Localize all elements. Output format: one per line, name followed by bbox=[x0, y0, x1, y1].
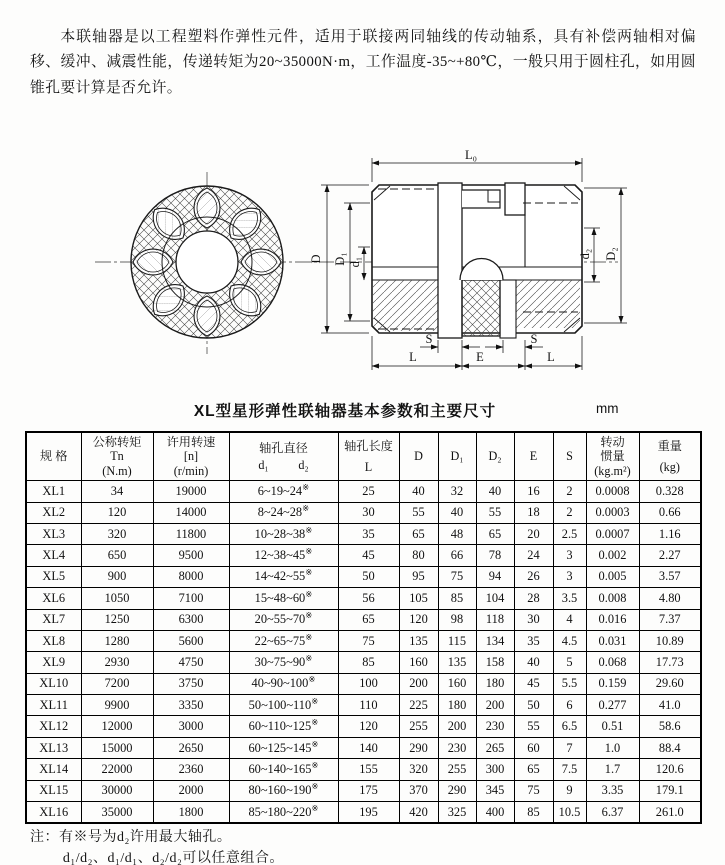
cell-bore-diameter: 80~160~190※ bbox=[229, 780, 338, 801]
col-header-speed: 许用转速 [n] (r/min) bbox=[153, 432, 229, 481]
footnote-line1: 注：有※号为d₂许用最大轴孔。 bbox=[30, 830, 232, 845]
cell-inertia: 0.002 bbox=[586, 545, 639, 566]
cell-D1: 160 bbox=[438, 673, 476, 694]
col-header-spec: 规 格 bbox=[26, 432, 81, 481]
cell-speed: 3000 bbox=[153, 716, 229, 737]
cell-S: 10.5 bbox=[553, 802, 586, 824]
cell-spec: XL16 bbox=[26, 802, 81, 824]
table-row bbox=[26, 673, 701, 694]
cell-D2: 40 bbox=[476, 481, 514, 502]
cell-spec: XL9 bbox=[26, 652, 81, 673]
table-title: XL型星形弹性联轴器基本参数和主要尺寸 bbox=[193, 403, 497, 420]
cell-E: 55 bbox=[514, 716, 553, 737]
footnote-line2: d₁/d₂、d₁/d₁、d₂/d₂可以任意组合。 bbox=[62, 851, 284, 865]
cell-torque: 34 bbox=[81, 481, 153, 502]
dim-label-d: D bbox=[309, 254, 323, 264]
cell-D: 370 bbox=[399, 780, 438, 801]
cell-inertia: 1.7 bbox=[586, 759, 639, 780]
table-row bbox=[26, 481, 701, 502]
table-row bbox=[26, 609, 701, 630]
cell-E: 28 bbox=[514, 588, 553, 609]
cell-D: 65 bbox=[399, 523, 438, 544]
cell-torque: 900 bbox=[81, 566, 153, 587]
cell-torque: 30000 bbox=[81, 780, 153, 801]
cell-bore-length: 175 bbox=[338, 780, 399, 801]
cell-weight: 41.0 bbox=[639, 695, 701, 716]
cell-E: 18 bbox=[514, 502, 553, 523]
cell-D1: 325 bbox=[438, 802, 476, 824]
cell-D: 135 bbox=[399, 630, 438, 651]
cell-bore-diameter: 22~65~75※ bbox=[229, 630, 338, 651]
cell-D1: 75 bbox=[438, 566, 476, 587]
cell-spec: XL15 bbox=[26, 780, 81, 801]
max-bore-mark: ※ bbox=[311, 759, 319, 770]
cell-torque: 7200 bbox=[81, 673, 153, 694]
cell-inertia: 6.37 bbox=[586, 802, 639, 824]
cell-S: 7.5 bbox=[553, 759, 586, 780]
cell-E: 26 bbox=[514, 566, 553, 587]
col-header-bore-length: 轴孔长度 L bbox=[338, 432, 399, 481]
cell-inertia: 0.277 bbox=[586, 695, 639, 716]
cell-weight: 4.80 bbox=[639, 588, 701, 609]
cell-weight: 58.6 bbox=[639, 716, 701, 737]
cell-E: 16 bbox=[514, 481, 553, 502]
note-label: 注： bbox=[30, 830, 59, 845]
left-hub-section-hatch bbox=[373, 280, 438, 331]
cell-bore-length: 140 bbox=[338, 737, 399, 758]
table-row bbox=[26, 759, 701, 780]
cell-D: 80 bbox=[399, 545, 438, 566]
max-bore-mark: ※ bbox=[305, 567, 313, 578]
cell-bore-diameter: 12~38~45※ bbox=[229, 545, 338, 566]
col-header-D1: D₁ bbox=[438, 432, 476, 481]
cell-D: 105 bbox=[399, 588, 438, 609]
cell-S: 7 bbox=[553, 737, 586, 758]
cell-D: 120 bbox=[399, 609, 438, 630]
cell-inertia: 0.51 bbox=[586, 716, 639, 737]
cell-D2: 345 bbox=[476, 780, 514, 801]
dim-label-l-left: L bbox=[409, 350, 417, 364]
cell-torque: 320 bbox=[81, 523, 153, 544]
cell-D: 95 bbox=[399, 566, 438, 587]
parameters-table bbox=[25, 431, 702, 824]
cell-inertia: 0.031 bbox=[586, 630, 639, 651]
cell-bore-length: 120 bbox=[338, 716, 399, 737]
cell-D2: 400 bbox=[476, 802, 514, 824]
cell-inertia: 0.159 bbox=[586, 673, 639, 694]
cell-bore-length: 110 bbox=[338, 695, 399, 716]
cell-D2: 200 bbox=[476, 695, 514, 716]
dim-label-l-right: L bbox=[547, 350, 555, 364]
cell-weight: 179.1 bbox=[639, 780, 701, 801]
cell-D1: 115 bbox=[438, 630, 476, 651]
cell-D: 320 bbox=[399, 759, 438, 780]
cell-S: 3 bbox=[553, 545, 586, 566]
cell-D1: 40 bbox=[438, 502, 476, 523]
max-bore-mark: ※ bbox=[311, 717, 319, 728]
cell-E: 40 bbox=[514, 652, 553, 673]
cell-D1: 98 bbox=[438, 609, 476, 630]
cell-E: 85 bbox=[514, 802, 553, 824]
cell-bore-diameter: 6~19~24※ bbox=[229, 481, 338, 502]
cell-bore-length: 35 bbox=[338, 523, 399, 544]
cell-spec: XL7 bbox=[26, 609, 81, 630]
cell-bore-length: 25 bbox=[338, 481, 399, 502]
cell-weight: 120.6 bbox=[639, 759, 701, 780]
col-header-weight: 重量 (kg) bbox=[639, 432, 701, 481]
cell-S: 3 bbox=[553, 566, 586, 587]
cell-inertia: 3.35 bbox=[586, 780, 639, 801]
cell-speed: 3750 bbox=[153, 673, 229, 694]
max-bore-mark: ※ bbox=[302, 503, 310, 514]
left-flange bbox=[438, 183, 462, 338]
max-bore-mark: ※ bbox=[311, 695, 319, 706]
cell-E: 60 bbox=[514, 737, 553, 758]
cell-torque: 12000 bbox=[81, 716, 153, 737]
cell-D: 255 bbox=[399, 716, 438, 737]
cell-bore-length: 100 bbox=[338, 673, 399, 694]
cell-D1: 180 bbox=[438, 695, 476, 716]
cell-D2: 230 bbox=[476, 716, 514, 737]
max-bore-mark: ※ bbox=[308, 674, 316, 685]
dim-label-l0: L₀ bbox=[465, 148, 477, 162]
cell-S: 4 bbox=[553, 609, 586, 630]
cell-S: 6.5 bbox=[553, 716, 586, 737]
dim-label-d1-small: d₁ bbox=[348, 256, 362, 268]
cell-D2: 300 bbox=[476, 759, 514, 780]
col-header-E: E bbox=[514, 432, 553, 481]
col-header-inertia: 转动 惯量 (kg.m²) bbox=[586, 432, 639, 481]
cell-D1: 230 bbox=[438, 737, 476, 758]
cell-E: 35 bbox=[514, 630, 553, 651]
cell-D1: 135 bbox=[438, 652, 476, 673]
cell-bore-length: 195 bbox=[338, 802, 399, 824]
cell-spec: XL14 bbox=[26, 759, 81, 780]
table-row bbox=[26, 588, 701, 609]
right-flange-foot bbox=[500, 280, 516, 338]
cell-inertia: 0.0003 bbox=[586, 502, 639, 523]
cell-bore-diameter: 30~75~90※ bbox=[229, 652, 338, 673]
cell-inertia: 0.0008 bbox=[586, 481, 639, 502]
cell-torque: 35000 bbox=[81, 802, 153, 824]
right-hub-section-hatch bbox=[516, 280, 580, 328]
cell-S: 3.5 bbox=[553, 588, 586, 609]
cell-weight: 88.4 bbox=[639, 737, 701, 758]
cell-D1: 66 bbox=[438, 545, 476, 566]
max-bore-mark: ※ bbox=[311, 738, 319, 749]
cell-spec: XL5 bbox=[26, 566, 81, 587]
cell-D2: 55 bbox=[476, 502, 514, 523]
cell-weight: 0.328 bbox=[639, 481, 701, 502]
cell-spec: XL3 bbox=[26, 523, 81, 544]
dim-label-d1-big: D₁ bbox=[333, 252, 347, 266]
header-row bbox=[26, 432, 701, 481]
cell-torque: 1250 bbox=[81, 609, 153, 630]
cell-bore-diameter: 8~24~28※ bbox=[229, 502, 338, 523]
max-bore-mark: ※ bbox=[305, 588, 313, 599]
max-bore-mark: ※ bbox=[311, 781, 319, 792]
cell-speed: 2360 bbox=[153, 759, 229, 780]
jaw-t-bar bbox=[462, 190, 500, 208]
table-row bbox=[26, 716, 701, 737]
cell-torque: 1050 bbox=[81, 588, 153, 609]
cell-speed: 1800 bbox=[153, 802, 229, 824]
cell-D2: 78 bbox=[476, 545, 514, 566]
cell-bore-length: 75 bbox=[338, 630, 399, 651]
cell-S: 9 bbox=[553, 780, 586, 801]
cell-D1: 255 bbox=[438, 759, 476, 780]
cell-spec: XL4 bbox=[26, 545, 81, 566]
cell-weight: 2.27 bbox=[639, 545, 701, 566]
cell-inertia: 0.0007 bbox=[586, 523, 639, 544]
table-row bbox=[26, 780, 701, 801]
dim-label-d2-small: d₂ bbox=[578, 248, 592, 260]
max-bore-mark: ※ bbox=[305, 631, 313, 642]
table-row bbox=[26, 502, 701, 523]
max-bore-mark: ※ bbox=[305, 652, 313, 663]
cell-weight: 0.66 bbox=[639, 502, 701, 523]
dim-label-d2-big: D₂ bbox=[604, 247, 618, 261]
bore-circle bbox=[176, 231, 238, 293]
cell-inertia: 0.005 bbox=[586, 566, 639, 587]
cell-D2: 265 bbox=[476, 737, 514, 758]
right-jaw-block bbox=[505, 183, 525, 215]
footnotes bbox=[30, 827, 284, 865]
cell-S: 5 bbox=[553, 652, 586, 673]
cell-bore-diameter: 60~140~165※ bbox=[229, 759, 338, 780]
cell-speed: 11800 bbox=[153, 523, 229, 544]
col-header-bore-diameter: 轴孔直径 d₁ d₂ bbox=[229, 432, 338, 481]
cell-D1: 48 bbox=[438, 523, 476, 544]
cell-spec: XL1 bbox=[26, 481, 81, 502]
cell-inertia: 1.0 bbox=[586, 737, 639, 758]
max-bore-mark: ※ bbox=[305, 610, 313, 621]
section-view bbox=[340, 183, 618, 338]
cell-D: 225 bbox=[399, 695, 438, 716]
cell-E: 30 bbox=[514, 609, 553, 630]
cell-S: 6 bbox=[553, 695, 586, 716]
table-row bbox=[26, 802, 701, 824]
cell-weight: 29.60 bbox=[639, 673, 701, 694]
col-header-S: S bbox=[553, 432, 586, 481]
cell-D2: 65 bbox=[476, 523, 514, 544]
cell-bore-diameter: 10~28~38※ bbox=[229, 523, 338, 544]
cell-E: 50 bbox=[514, 695, 553, 716]
cell-D: 420 bbox=[399, 802, 438, 824]
cell-D1: 85 bbox=[438, 588, 476, 609]
cell-D: 40 bbox=[399, 481, 438, 502]
cell-spec: XL13 bbox=[26, 737, 81, 758]
max-bore-mark: ※ bbox=[305, 524, 313, 535]
cell-torque: 120 bbox=[81, 502, 153, 523]
cell-D2: 94 bbox=[476, 566, 514, 587]
table-row bbox=[26, 566, 701, 587]
max-bore-mark: ※ bbox=[302, 481, 310, 492]
cell-D1: 200 bbox=[438, 716, 476, 737]
cell-bore-diameter: 50~100~110※ bbox=[229, 695, 338, 716]
cell-torque: 15000 bbox=[81, 737, 153, 758]
dim-label-s-left: S bbox=[425, 332, 433, 346]
cell-D2: 104 bbox=[476, 588, 514, 609]
cell-S: 2 bbox=[553, 502, 586, 523]
cell-weight: 17.73 bbox=[639, 652, 701, 673]
cell-speed: 5600 bbox=[153, 630, 229, 651]
cell-torque: 9900 bbox=[81, 695, 153, 716]
cell-torque: 22000 bbox=[81, 759, 153, 780]
cell-bore-length: 56 bbox=[338, 588, 399, 609]
max-bore-mark: ※ bbox=[311, 802, 319, 813]
cell-E: 65 bbox=[514, 759, 553, 780]
cell-bore-diameter: 14~42~55※ bbox=[229, 566, 338, 587]
cell-speed: 2650 bbox=[153, 737, 229, 758]
col-header-D2: D₂ bbox=[476, 432, 514, 481]
cell-speed: 4750 bbox=[153, 652, 229, 673]
cell-speed: 9500 bbox=[153, 545, 229, 566]
cell-D2: 158 bbox=[476, 652, 514, 673]
technical-drawing bbox=[0, 140, 725, 398]
intro-paragraph: 本联轴器是以工程塑料作弹性元件，适用于联接两同轴线的传动轴系，具有补偿两轴相对偏移、缓冲、减震性能，传递转矩为20~35000N·m，工作温度-35~+80℃，一般只用于圆柱孔，如用圆锥孔要计算是否允许。 bbox=[30, 28, 696, 96]
cell-spec: XL10 bbox=[26, 673, 81, 694]
cell-inertia: 0.008 bbox=[586, 588, 639, 609]
cell-speed: 14000 bbox=[153, 502, 229, 523]
cell-bore-length: 155 bbox=[338, 759, 399, 780]
table-row bbox=[26, 737, 701, 758]
cell-bore-diameter: 85~180~220※ bbox=[229, 802, 338, 824]
col-header-D: D bbox=[399, 432, 438, 481]
cell-torque: 2930 bbox=[81, 652, 153, 673]
cell-D1: 290 bbox=[438, 780, 476, 801]
table-body bbox=[26, 481, 701, 824]
cell-bore-length: 65 bbox=[338, 609, 399, 630]
cell-speed: 2000 bbox=[153, 780, 229, 801]
cell-D1: 32 bbox=[438, 481, 476, 502]
cell-weight: 1.16 bbox=[639, 523, 701, 544]
cell-S: 4.5 bbox=[553, 630, 586, 651]
cell-S: 2.5 bbox=[553, 523, 586, 544]
cell-bore-length: 45 bbox=[338, 545, 399, 566]
dim-label-e: E bbox=[476, 350, 484, 364]
cell-E: 20 bbox=[514, 523, 553, 544]
table-row bbox=[26, 630, 701, 651]
unit-label: mm bbox=[596, 401, 619, 416]
cell-speed: 8000 bbox=[153, 566, 229, 587]
cell-speed: 6300 bbox=[153, 609, 229, 630]
cell-bore-diameter: 40~90~100※ bbox=[229, 673, 338, 694]
cell-D: 55 bbox=[399, 502, 438, 523]
cell-bore-diameter: 20~55~70※ bbox=[229, 609, 338, 630]
cell-D: 290 bbox=[399, 737, 438, 758]
cell-spec: XL2 bbox=[26, 502, 81, 523]
cell-spec: XL11 bbox=[26, 695, 81, 716]
cell-D: 160 bbox=[399, 652, 438, 673]
cell-inertia: 0.016 bbox=[586, 609, 639, 630]
cell-torque: 650 bbox=[81, 545, 153, 566]
cell-D2: 180 bbox=[476, 673, 514, 694]
max-bore-mark: ※ bbox=[305, 545, 313, 556]
cell-D2: 134 bbox=[476, 630, 514, 651]
cell-weight: 3.57 bbox=[639, 566, 701, 587]
cell-bore-length: 85 bbox=[338, 652, 399, 673]
table-row bbox=[26, 695, 701, 716]
cell-E: 75 bbox=[514, 780, 553, 801]
cell-bore-length: 30 bbox=[338, 502, 399, 523]
cell-bore-length: 50 bbox=[338, 566, 399, 587]
cell-bore-diameter: 60~110~125※ bbox=[229, 716, 338, 737]
cell-spec: XL8 bbox=[26, 630, 81, 651]
table-row bbox=[26, 523, 701, 544]
dim-label-s-right: S bbox=[530, 332, 538, 346]
col-header-torque: 公称转矩 Tn (N.m) bbox=[81, 432, 153, 481]
cell-E: 45 bbox=[514, 673, 553, 694]
cell-spec: XL6 bbox=[26, 588, 81, 609]
cell-weight: 261.0 bbox=[639, 802, 701, 824]
cell-speed: 3350 bbox=[153, 695, 229, 716]
cell-inertia: 0.068 bbox=[586, 652, 639, 673]
cell-spec: XL12 bbox=[26, 716, 81, 737]
elastic-spider-section bbox=[462, 280, 500, 336]
table-row bbox=[26, 652, 701, 673]
front-view bbox=[95, 172, 334, 354]
cell-E: 24 bbox=[514, 545, 553, 566]
cell-weight: 7.37 bbox=[639, 609, 701, 630]
cell-S: 2 bbox=[553, 481, 586, 502]
cell-torque: 1280 bbox=[81, 630, 153, 651]
cell-D2: 118 bbox=[476, 609, 514, 630]
cell-bore-diameter: 15~48~60※ bbox=[229, 588, 338, 609]
cell-speed: 19000 bbox=[153, 481, 229, 502]
cell-weight: 10.89 bbox=[639, 630, 701, 651]
table-row bbox=[26, 545, 701, 566]
cell-speed: 7100 bbox=[153, 588, 229, 609]
cell-bore-diameter: 60~125~145※ bbox=[229, 737, 338, 758]
cell-D: 200 bbox=[399, 673, 438, 694]
cell-S: 5.5 bbox=[553, 673, 586, 694]
